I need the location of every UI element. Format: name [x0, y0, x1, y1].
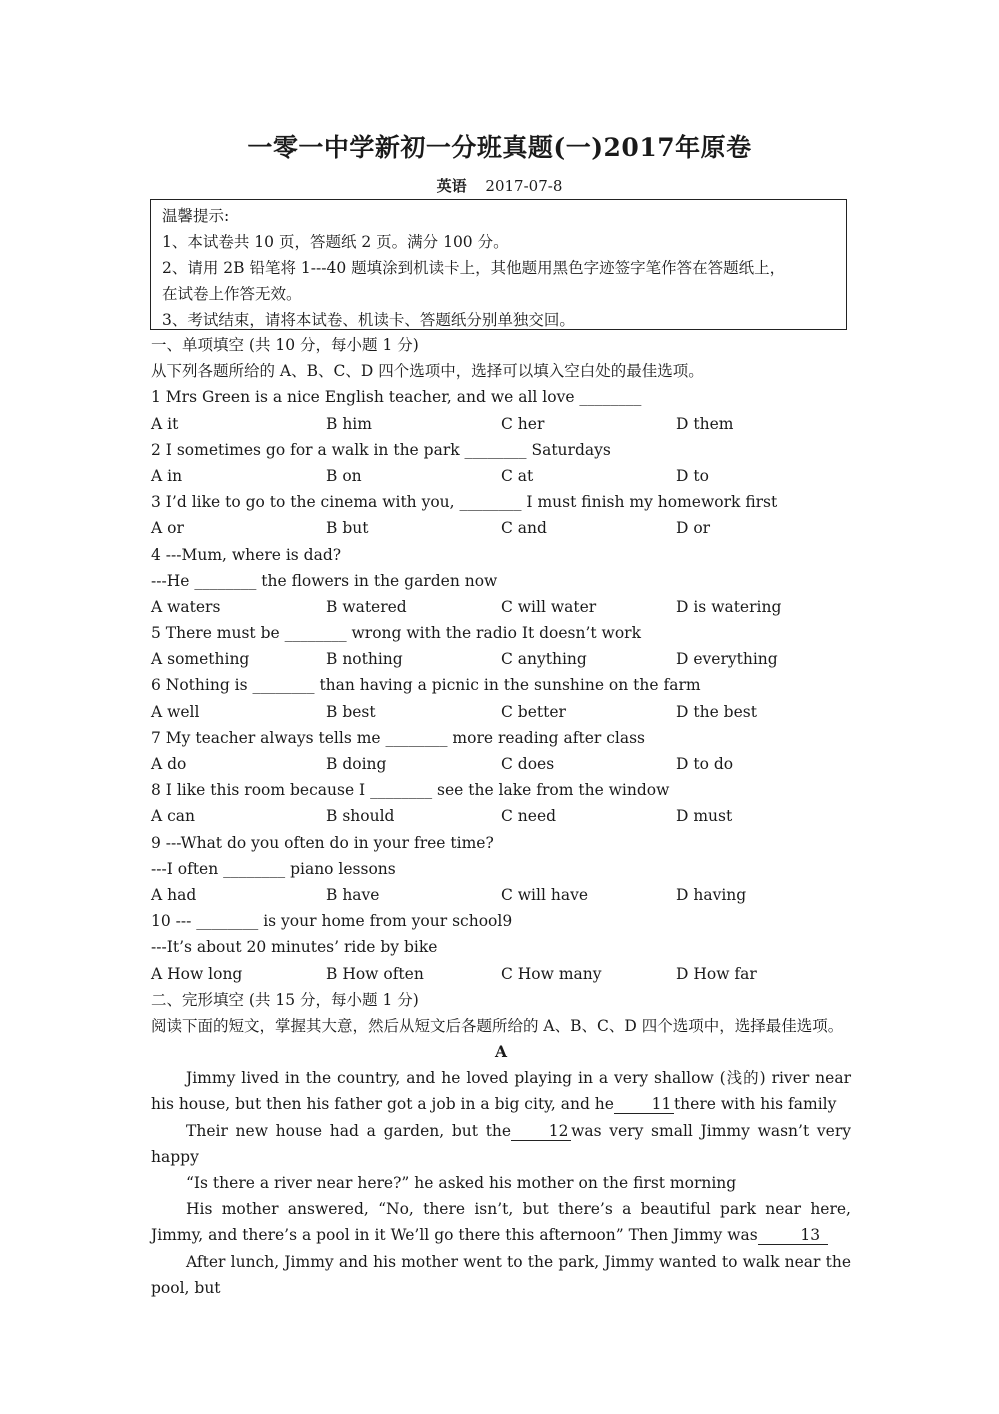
answer-option[interactable]: D or: [676, 519, 711, 538]
answer-option[interactable]: A waters: [151, 597, 221, 616]
passage-paragraph: “Is there a river near here?” he asked his mother on the first morning: [186, 1174, 737, 1193]
section1-heading: 一、单项填空 (共 10 分，每小题 1 分): [151, 336, 419, 354]
answer-option[interactable]: A How long: [151, 964, 243, 983]
notice-heading: 温馨提示:: [162, 207, 230, 225]
answer-option[interactable]: B nothing: [326, 650, 403, 669]
subtitle: [0, 175, 999, 196]
answer-option[interactable]: D is watering: [676, 597, 782, 616]
question-stem: 6 Nothing is ________ than having a picnic in the sunshine on the farm: [151, 676, 701, 695]
answer-option[interactable]: C better: [501, 702, 566, 721]
answer-options: [151, 882, 851, 908]
answer-options: [151, 961, 851, 987]
section2-instruction: 阅读下面的短文，掌握其大意，然后从短文后各题所给的 A、B、C、D 四个选项中，选择最佳选项。: [151, 1016, 844, 1035]
question-stem: ---I often ________ piano lessons: [151, 859, 396, 878]
answer-option[interactable]: A something: [151, 650, 250, 669]
answer-option[interactable]: B but: [326, 519, 369, 538]
question-stem: 9 ---What do you often do in your free time?: [151, 833, 494, 852]
answer-options: [151, 803, 851, 829]
passage-paragraph: [151, 1118, 851, 1170]
passage-text: His mother answered, “No, there isn’t, but there’s a beautiful park near here, Jimmy, and there’s a pool in it We’ll go there this afternoon” Then Jimmy was: [151, 1200, 851, 1245]
answer-option[interactable]: B watered: [326, 597, 407, 616]
question-stem: 2 I sometimes go for a walk in the park ________ Saturdays: [151, 440, 611, 459]
question-stem: 5 There must be ________ wrong with the radio It doesn’t work: [151, 624, 641, 643]
answer-option[interactable]: D How far: [676, 964, 757, 983]
answer-option[interactable]: A or: [151, 519, 184, 538]
passage-label: A: [494, 1042, 508, 1062]
passage-text: Jimmy lived in the country, and he loved playing in a very shallow (浅的) river near his house, but then his father got a job in a big city, and he: [151, 1069, 851, 1114]
answer-option[interactable]: D having: [676, 885, 747, 904]
answer-option[interactable]: B doing: [326, 755, 387, 773]
answer-options: [151, 411, 851, 437]
answer-options: [151, 515, 851, 541]
section2-heading: 二、完形填空 (共 15 分，每小题 1 分): [151, 990, 419, 1009]
passage-paragraph: [151, 1196, 851, 1248]
passage-text: was very small Jimmy wasn’t very happy: [151, 1121, 851, 1166]
answer-option[interactable]: C and: [501, 519, 547, 538]
answer-option[interactable]: D to: [676, 466, 709, 485]
answer-option[interactable]: C at: [501, 466, 534, 485]
question-stem: 4 ---Mum, where is dad?: [151, 545, 342, 564]
answer-option[interactable]: D the best: [676, 702, 757, 721]
answer-option[interactable]: C will water: [501, 597, 597, 616]
answer-option[interactable]: C How many: [501, 964, 602, 983]
answer-option[interactable]: C will have: [501, 885, 589, 904]
answer-option[interactable]: D must: [676, 807, 733, 826]
answer-option[interactable]: A had: [151, 885, 197, 904]
answer-option[interactable]: D everything: [676, 650, 778, 669]
answer-option[interactable]: B him: [326, 414, 372, 433]
answer-option[interactable]: D them: [676, 414, 734, 433]
question-stem: 3 I’d like to go to the cinema with you, ________ I must finish my homework first: [151, 493, 778, 512]
answer-options: [151, 646, 851, 672]
question-list: [151, 384, 851, 986]
page-title: 一零一中学新初一分班真题(一)2017年原卷: [247, 133, 752, 162]
answer-option[interactable]: A do: [151, 755, 187, 773]
cloze-blank-13: 13: [758, 1226, 828, 1245]
question-stem: 7 My teacher always tells me ________ more reading after class: [151, 728, 646, 747]
answer-option[interactable]: B How often: [326, 964, 424, 983]
exam-content: [151, 332, 851, 1301]
answer-options: [151, 594, 851, 620]
passage-text: there with his family: [673, 1095, 837, 1114]
question-stem: 1 Mrs Green is a nice English teacher, and we all love ________: [151, 388, 642, 407]
notice-item: 3、考试结束，请将本试卷、机读卡、答题纸分别单独交回。: [162, 311, 575, 329]
question-stem: 10 --- ________ is your home from your school9: [151, 912, 513, 931]
question-stem: ---It’s about 20 minutes’ ride by bike: [151, 938, 438, 957]
answer-option[interactable]: D to do: [676, 755, 734, 773]
subject-label: 英语: [436, 177, 467, 195]
answer-option[interactable]: C need: [501, 807, 557, 826]
exam-date: 2017-07-8: [485, 177, 563, 195]
notice-item: 在试卷上作答无效。: [162, 285, 302, 303]
answer-option[interactable]: A it: [151, 414, 179, 433]
section1-instruction: 从下列各题所给的 A、B、C、D 四个选项中，选择可以填入空白处的最佳选项。: [151, 362, 704, 381]
answer-option[interactable]: B have: [326, 885, 380, 904]
notice-item: 1、本试卷共 10 页，答题纸 2 页。满分 100 分。: [162, 233, 509, 251]
answer-options: [151, 463, 851, 489]
passage-paragraph: [151, 1065, 851, 1117]
cloze-blank-12: 12: [511, 1122, 571, 1141]
answer-option[interactable]: A in: [151, 466, 183, 485]
question-stem: ---He ________ the flowers in the garden now: [151, 571, 498, 590]
answer-options: [151, 699, 851, 725]
answer-option[interactable]: C does: [501, 755, 555, 773]
answer-option[interactable]: B should: [326, 807, 395, 826]
notice-box: [150, 199, 847, 330]
answer-option[interactable]: A can: [151, 807, 196, 826]
passage-text: Their new house had a garden, but the: [186, 1121, 512, 1140]
answer-option[interactable]: B on: [326, 466, 362, 485]
answer-options: [151, 751, 851, 777]
notice-item: 2、请用 2B 铅笔将 1---40 题填涂到机读卡上，其他题用黑色字迹签字笔作答在答题纸上，: [162, 259, 786, 277]
answer-option[interactable]: C her: [501, 414, 545, 433]
cloze-blank-11: 11: [614, 1095, 674, 1114]
passage-paragraph: After lunch, Jimmy and his mother went to the park, Jimmy wanted to walk near the pool, but: [151, 1252, 851, 1297]
answer-option[interactable]: B best: [326, 702, 376, 721]
answer-option[interactable]: C anything: [501, 650, 587, 669]
answer-option[interactable]: A well: [151, 702, 200, 721]
question-stem: 8 I like this room because I ________ see the lake from the window: [151, 781, 670, 800]
